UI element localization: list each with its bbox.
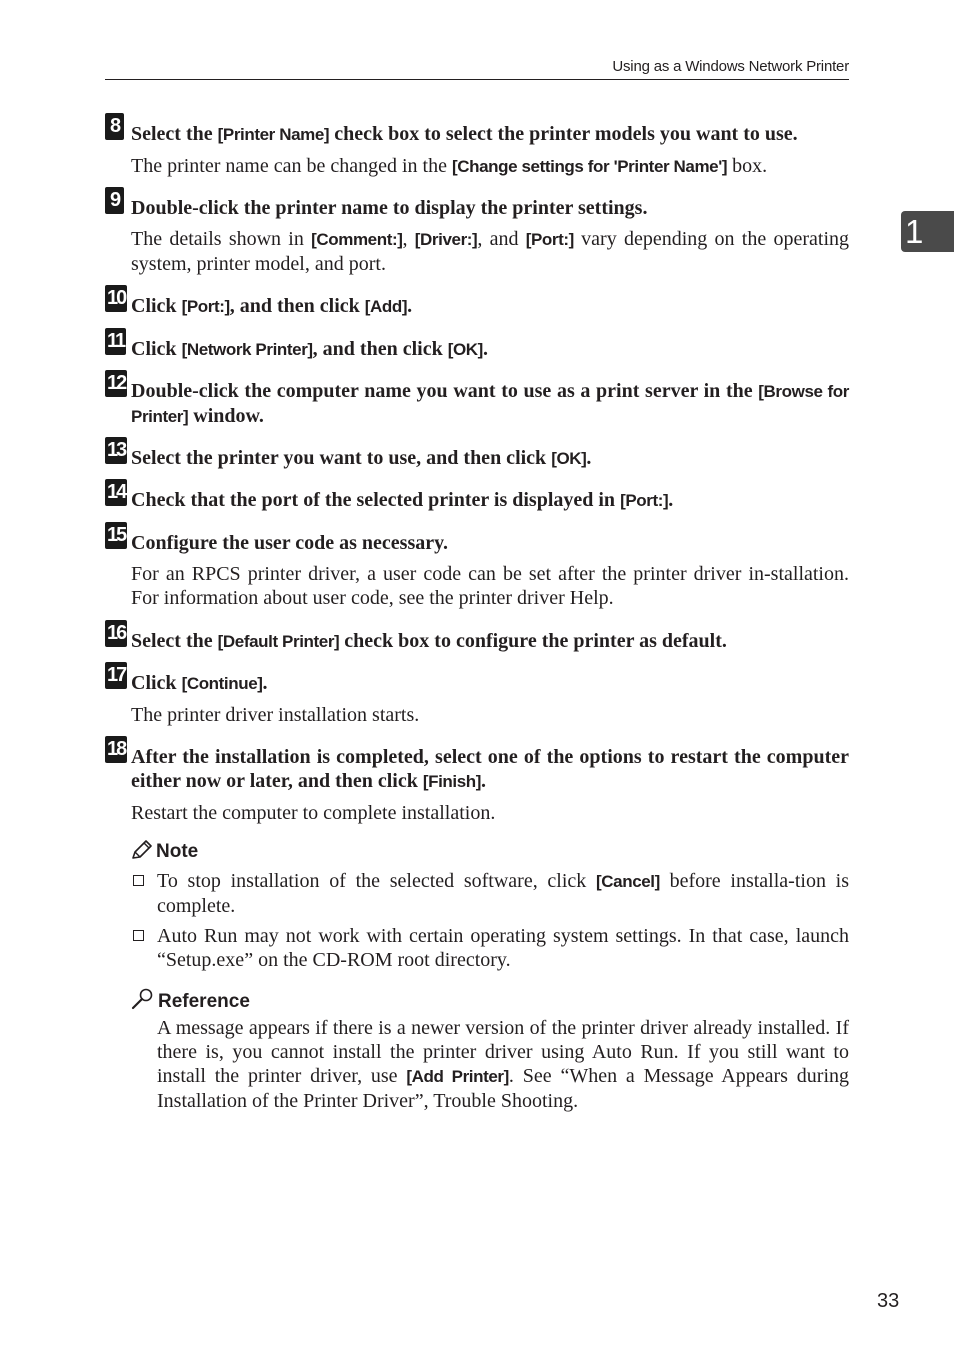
step-number-badge: 10 bbox=[105, 285, 127, 312]
step-9 bbox=[105, 189, 850, 276]
step-14 bbox=[105, 481, 849, 513]
ui-label-driver: [Driver:] bbox=[414, 230, 478, 249]
note-heading: Note bbox=[131, 840, 198, 863]
step-17 bbox=[105, 664, 849, 727]
step-13 bbox=[105, 439, 849, 471]
step-number-badge: 11 bbox=[105, 328, 126, 355]
step-title: Select the [Printer Name] check box to select the printer models you want to use. bbox=[131, 123, 798, 145]
step-16 bbox=[105, 622, 849, 654]
step-number-badge: 18 bbox=[105, 736, 127, 763]
ui-label-comment: [Comment:] bbox=[311, 230, 403, 249]
step-body: The printer driver installation starts. bbox=[131, 704, 420, 726]
reference-heading: Reference bbox=[131, 988, 250, 1013]
ui-label-ok: [OK] bbox=[551, 449, 587, 468]
step-title: Double-click the printer name to display the printer settings. bbox=[131, 197, 648, 219]
ui-label-default-printer: [Default Printer] bbox=[217, 632, 340, 651]
step-12 bbox=[105, 372, 849, 429]
checkbox-bullet-icon bbox=[133, 875, 144, 886]
step-body: The details shown in [Comment:], [Driver:], and [Port:] vary depending on the operating system, printer model, and port. bbox=[131, 228, 850, 275]
step-number-badge: 14 bbox=[105, 479, 127, 506]
page-number: 33 bbox=[877, 1290, 900, 1312]
step-title: Check that the port of the selected printer is displayed in [Port:]. bbox=[131, 489, 674, 511]
ui-label-add: [Add] bbox=[364, 297, 408, 316]
step-title: Click [Port:], and then click [Add]. bbox=[131, 295, 413, 317]
step-number-badge: 17 bbox=[105, 662, 127, 689]
note-item: Auto Run may not work with certain operating system settings. In that case, launch “Setup.exe” on the CD-ROM root directory. bbox=[131, 924, 849, 972]
step-number-badge: 8 bbox=[105, 113, 124, 140]
ui-label-add-printer: [Add Printer] bbox=[406, 1067, 509, 1086]
step-8 bbox=[105, 115, 849, 179]
ui-label-change-settings: [Change settings for 'Printer Name'] bbox=[451, 157, 728, 176]
checkbox-bullet-icon bbox=[133, 930, 144, 941]
ui-label-port: [Port:] bbox=[620, 491, 669, 510]
ui-label-port: [Port:] bbox=[525, 230, 574, 249]
ui-label-port: [Port:] bbox=[181, 297, 230, 316]
step-number-badge: 13 bbox=[105, 437, 127, 464]
ui-label-browse-for-printer: [Browse for Printer] bbox=[131, 382, 849, 426]
step-11 bbox=[105, 330, 849, 362]
step-number-badge: 15 bbox=[105, 522, 127, 549]
step-number-badge: 16 bbox=[105, 620, 127, 647]
step-body: Restart the computer to complete installation. bbox=[131, 802, 496, 824]
step-body: The printer name can be changed in the [Change settings for 'Printer Name'] box. bbox=[131, 155, 768, 177]
ui-label-ok: [OK] bbox=[447, 340, 483, 359]
ui-label-finish: [Finish] bbox=[422, 772, 482, 791]
chapter-tab: 1 bbox=[901, 211, 954, 252]
step-title: Click [Network Printer], and then click [OK]. bbox=[131, 338, 488, 360]
step-body: For an RPCS printer driver, a user code can be set after the printer driver in-stallation. For information about user code, see the printer driver Help. bbox=[131, 563, 849, 609]
magnifier-icon bbox=[131, 988, 155, 1010]
pencil-icon bbox=[131, 840, 153, 860]
step-title: Click [Continue]. bbox=[131, 672, 268, 694]
reference-body: A message appears if there is a newer version of the printer driver already installed. If there is, you cannot install the printer driver using Auto Run. If you still want to install the printer driver, use [Add Printer]. See “When a Message Appears during Installation of the Printer Driver”, Trouble Shooting. bbox=[157, 1017, 849, 1112]
page-header bbox=[105, 56, 849, 80]
note-item: To stop installation of the selected software, click [Cancel] before installa-tion is complete. bbox=[131, 869, 849, 918]
ui-label-cancel: [Cancel] bbox=[596, 872, 660, 891]
ui-label-continue: [Continue] bbox=[181, 674, 263, 693]
step-10 bbox=[105, 287, 849, 319]
step-15 bbox=[105, 524, 849, 610]
step-title: Configure the user code as necessary. bbox=[131, 532, 449, 554]
step-title: Select the printer you want to use, and then click [OK]. bbox=[131, 447, 592, 469]
step-title: After the installation is completed, select one of the options to restart the computer either now or later, and then click [Finish]. bbox=[131, 746, 849, 792]
step-18 bbox=[105, 738, 849, 825]
ui-label-printer-name: [Printer Name] bbox=[217, 125, 330, 144]
step-number-badge: 12 bbox=[105, 370, 127, 397]
running-title: Using as a Windows Network Printer bbox=[612, 58, 849, 75]
step-title: Select the [Default Printer] check box to configure the printer as default. bbox=[131, 630, 727, 652]
ui-label-network-printer: [Network Printer] bbox=[181, 340, 313, 359]
step-title: Double-click the computer name you want to use as a print server in the [Browse for Printer] window. bbox=[131, 380, 849, 427]
step-number-badge: 9 bbox=[105, 187, 124, 214]
